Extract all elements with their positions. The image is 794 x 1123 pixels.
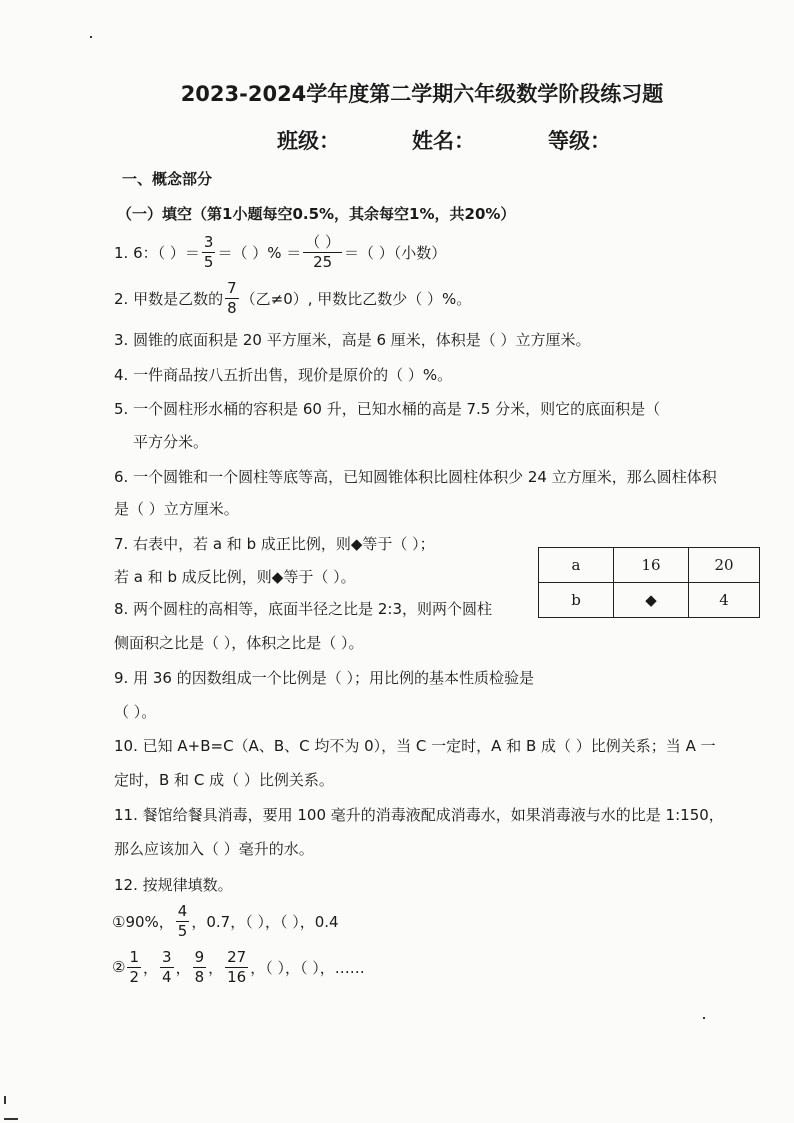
question-12-part1 bbox=[112, 898, 339, 944]
scan-mark bbox=[703, 1017, 705, 1019]
fill-blank-heading: （一）填空（第1小题每空0.5%，其余每空1%，共20%） bbox=[117, 205, 516, 223]
table-cell: 20 bbox=[689, 548, 760, 583]
question-1 bbox=[114, 230, 446, 274]
table-cell: 16 bbox=[614, 548, 689, 583]
scan-mark bbox=[90, 36, 92, 38]
q1-fraction-2 bbox=[303, 232, 342, 271]
q12-2-fraction bbox=[160, 947, 174, 986]
table-cell: 4 bbox=[689, 583, 760, 618]
q12-2-frac-num: 9 bbox=[194, 947, 205, 966]
class-label: 班级： bbox=[277, 129, 340, 153]
q12-2-frac-den: 4 bbox=[162, 967, 172, 986]
separator: ， bbox=[175, 958, 191, 977]
question-12-part2 bbox=[112, 944, 365, 990]
q12-2-frac-num: 3 bbox=[162, 947, 172, 966]
question-6-line1: 6. 一个圆锥和一个圆柱等底等高，已知圆锥体积比圆柱体积少 24 立方厘米，那么圆柱体积 bbox=[114, 468, 717, 486]
question-3: 3. 圆锥的底面积是 20 平方厘米，高是 6 厘米，体积是（ ）立方厘米。 bbox=[114, 331, 591, 349]
q12-2-fraction bbox=[127, 947, 141, 986]
question-11-line2: 那么应该加入（ ）毫升的水。 bbox=[114, 840, 314, 858]
name-label: 姓名： bbox=[412, 129, 475, 153]
q12-1-frac-den: 5 bbox=[177, 921, 188, 940]
q12-2-fraction bbox=[193, 947, 207, 986]
question-5-line1: 5. 一个圆柱形水桶的容积是 60 升，已知水桶的高是 7.5 分米，则它的底面积是（ bbox=[114, 400, 661, 418]
q1-frac-den: 5 bbox=[203, 252, 214, 271]
q2-frac-den: 8 bbox=[227, 298, 237, 317]
table-cell: a bbox=[539, 548, 614, 583]
q2-suffix: （乙≠0）, 甲数比乙数少（ ）%。 bbox=[240, 289, 472, 308]
q12-2-frac-den: 16 bbox=[227, 967, 247, 986]
question-10-line2: 定时，B 和 C 成（ ）比例关系。 bbox=[114, 771, 334, 789]
table-row bbox=[539, 548, 760, 583]
question-7-line1: 7. 右表中，若 a 和 b 成正比例，则◆等于（ ）； bbox=[114, 535, 435, 553]
q12-2-frac-num: 1 bbox=[129, 947, 139, 966]
q2-frac-num: 7 bbox=[227, 278, 237, 297]
q12-2-fraction bbox=[225, 947, 248, 986]
table-cell: b bbox=[539, 583, 614, 618]
question-7-line2: 若 a 和 b 成反比例，则◆等于（ ）。 bbox=[114, 568, 356, 586]
diamond-cell: ◆ bbox=[614, 583, 689, 618]
q1-tail: ＝（ ）（小数） bbox=[344, 243, 447, 262]
question-9-line1: 9. 用 36 的因数组成一个比例是（ ）；用比例的基本性质检验是 bbox=[114, 669, 534, 687]
q12-1-frac-num: 4 bbox=[177, 901, 188, 920]
scan-mark bbox=[4, 1118, 18, 1120]
question-4: 4. 一件商品按八五折出售，现价是原价的（ ）%。 bbox=[114, 366, 453, 384]
question-9-line2: （ ）。 bbox=[114, 703, 157, 721]
q1-prefix: 1. 6：（ ）＝ bbox=[114, 243, 200, 262]
question-6-line2: 是（ ）立方厘米。 bbox=[114, 500, 239, 518]
scan-mark bbox=[4, 1096, 6, 1104]
q12-1-rest: ，0.7，（ ），（ ），0.4 bbox=[191, 912, 339, 931]
section-title: 一、概念部分 bbox=[122, 170, 213, 188]
question-8-line2: 侧面积之比是（ ），体积之比是（ ）。 bbox=[114, 634, 364, 652]
q1-frac2-num: （ ） bbox=[305, 232, 341, 251]
q12-2-prefix: ② bbox=[112, 958, 126, 976]
separator: ， bbox=[143, 958, 159, 977]
separator: ， bbox=[208, 958, 224, 977]
q1-fraction bbox=[202, 232, 216, 271]
page-title: 2023-2024学年度第二学期六年级数学阶段练习题 bbox=[180, 82, 664, 106]
q12-2-frac-num: 27 bbox=[227, 947, 247, 966]
q1-frac-num: 3 bbox=[203, 232, 214, 251]
q12-1-prefix: ①90%， bbox=[112, 912, 174, 931]
grade-label: 等级： bbox=[548, 129, 611, 153]
table-row bbox=[539, 583, 760, 618]
q2-fraction bbox=[225, 278, 239, 317]
question-10-line1: 10. 已知 A+B=C（A、B、C 均不为 0），当 C 一定时，A 和 B 成（ ）比例关系；当 A 一 bbox=[114, 737, 716, 755]
q2-prefix: 2. 甲数是乙数的 bbox=[114, 289, 224, 308]
q12-2-rest: ，（ ），（ ），…… bbox=[250, 958, 365, 977]
question-2 bbox=[114, 276, 471, 320]
q1-mid: ＝（ ）% ＝ bbox=[217, 243, 302, 262]
q12-2-frac-den: 8 bbox=[194, 967, 205, 986]
ratio-table bbox=[538, 547, 760, 618]
question-5-line2: 平方分米。 bbox=[133, 433, 209, 451]
q12-1-fraction bbox=[176, 901, 190, 940]
question-12: 12. 按规律填数。 bbox=[114, 876, 233, 894]
q12-2-frac-den: 2 bbox=[129, 967, 139, 986]
q1-frac2-den: 25 bbox=[313, 252, 333, 271]
question-11-line1: 11. 餐馆给餐具消毒，要用 100 毫升的消毒液配成消毒水，如果消毒液与水的比是 1:150， bbox=[114, 806, 724, 824]
question-8-line1: 8. 两个圆柱的高相等，底面半径之比是 2:3，则两个圆柱 bbox=[114, 600, 492, 618]
